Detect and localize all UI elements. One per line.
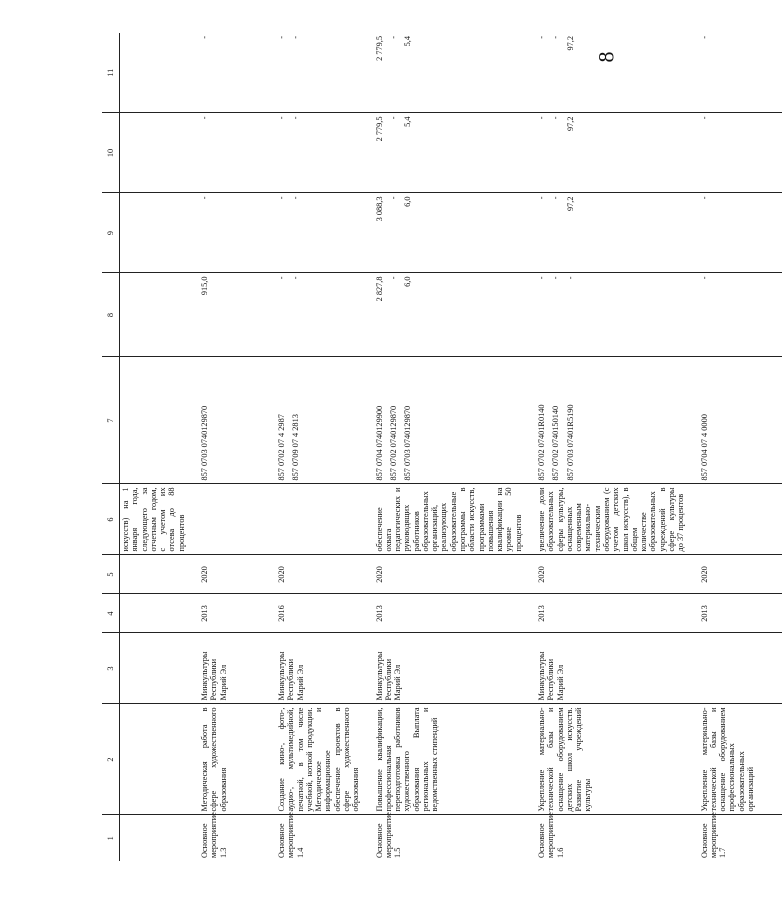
amount-value: - — [551, 116, 561, 120]
end-year-cell: 2020 — [263, 555, 361, 594]
budget-classification-code-cell — [523, 357, 686, 484]
amount-value: 6,0 — [403, 196, 413, 207]
measure-number-cell — [120, 815, 186, 861]
amount-value: - — [199, 36, 209, 39]
column-number-3: 3 — [102, 633, 120, 704]
responsible-executor-cell: Минкультуры Республики Марий Эл — [523, 633, 686, 704]
measure-number-cell: Основное мероприятие 1.7 — [699, 812, 728, 858]
budget-code: 857 0702 0740150140 — [551, 405, 561, 481]
column-number-7: 7 — [102, 357, 120, 484]
amount-value: - — [699, 116, 709, 120]
program-measures-table — [102, 33, 782, 861]
column-number-6: 6 — [102, 484, 120, 555]
table-row — [361, 33, 524, 861]
measure-title-cell: Методическая работа в сфере художественного образования — [186, 704, 263, 815]
amount-col8-cell — [361, 273, 524, 357]
amount-col9-cell — [263, 193, 361, 273]
budget-code: 857 0702 0740129870 — [388, 405, 398, 481]
budget-classification-code-cell — [186, 357, 263, 484]
amount-value: 3 088,3 — [374, 196, 384, 222]
measure-title-cell: Укрепление материально-технической базы и оснащение оборудованием детских школ искусств. Развитие учреждений культуры — [523, 704, 686, 815]
amount-value: 5,4 — [403, 116, 413, 127]
column-number-4: 4 — [102, 594, 120, 633]
table-row — [120, 33, 186, 861]
table-row — [186, 33, 263, 861]
amount-value: 915,0 — [199, 276, 209, 296]
budget-code: 857 0709 07 4 2813 — [291, 414, 301, 481]
amount-col9-cell — [120, 193, 186, 273]
start-year-cell: 2013 — [361, 594, 524, 633]
budget-code: 857 0703 07401R5190 — [565, 404, 575, 481]
column-number-8: 8 — [102, 273, 120, 357]
end-year-cell — [120, 555, 186, 594]
measure-title-cell: Создание кино-, фото-, аудио-, мультимедийной, печатной, в том числе учебной, нотной продукции. Методическое и информационное обеспечение проектов в сфере художественного образования — [263, 704, 361, 815]
amount-value: - — [388, 116, 398, 120]
budget-code: 857 0703 0740129870 — [199, 405, 209, 481]
measure-number-cell: Основное мероприятие 1.4 — [276, 812, 305, 858]
amount-col9-cell — [361, 193, 524, 273]
responsible-executor-cell: Минкультуры Республики Марий Эл — [361, 633, 524, 704]
amount-col10-cell — [120, 113, 186, 193]
amount-value: - — [565, 276, 575, 280]
start-year-cell: 2013 — [523, 594, 686, 633]
amount-value: 97,2 — [565, 36, 575, 51]
amount-value: - — [199, 116, 209, 120]
amount-value: - — [276, 196, 286, 200]
measure-title-cell: Повышение квалификации, профессиональная переподготовка работников художественного образования Выплата региональных и ведомственных стипендий — [361, 704, 524, 815]
amount-col10-cell — [263, 113, 361, 193]
amount-value: - — [291, 276, 301, 280]
budget-code: 857 0703 0740129870 — [403, 405, 413, 481]
amount-col9-cell — [523, 193, 686, 273]
start-year-cell: 2013 — [686, 594, 782, 633]
responsible-executor-cell — [686, 633, 782, 704]
amount-col10-cell — [523, 113, 686, 193]
amount-col11-cell — [361, 33, 524, 113]
expected-result-cell — [263, 484, 361, 555]
amount-value: - — [537, 196, 546, 200]
amount-col9-cell — [686, 193, 782, 273]
measure-number-cell: Основное мероприятие 1.6 — [537, 812, 565, 858]
amount-col11-cell — [186, 33, 263, 113]
start-year-cell: 2016 — [263, 594, 361, 633]
amount-value: - — [276, 36, 286, 39]
expected-result-cell — [686, 484, 782, 555]
measure-title-cell — [120, 704, 186, 815]
budget-classification-code-cell — [361, 357, 524, 484]
amount-value: - — [276, 276, 286, 280]
amount-col8-cell — [120, 273, 186, 357]
amount-value: - — [388, 276, 398, 280]
amount-value: - — [699, 276, 709, 280]
start-year-cell: 2013 — [186, 594, 263, 633]
amount-col9-cell — [186, 193, 263, 273]
amount-value: - — [291, 36, 301, 39]
amount-col10-cell — [186, 113, 263, 193]
table-viewport — [102, 33, 755, 861]
amount-col10-cell — [686, 113, 782, 193]
amount-col8-cell — [686, 273, 782, 357]
amount-value: - — [699, 196, 709, 200]
end-year-cell: 2020 — [523, 555, 686, 594]
table-row — [686, 33, 782, 861]
expected-result-cell — [186, 484, 263, 555]
expected-result-cell: обеспечение охвата педагогических и руководящих работников образовательных организаций, реализующих образовательные программы в области искусств, программами повышения квалификации на уровне 50 процентов — [361, 484, 524, 555]
amount-value: - — [199, 196, 209, 200]
amount-value: - — [537, 276, 546, 280]
end-year-cell: 2020 — [186, 555, 263, 594]
budget-classification-code-cell — [263, 357, 361, 484]
end-year-cell: 2020 — [361, 555, 524, 594]
budget-classification-code-cell — [686, 357, 782, 484]
page-number: 8 — [593, 51, 618, 63]
responsible-executor-cell: Минкультуры Республики Марий Эл — [263, 633, 361, 704]
amount-col11-cell — [120, 33, 186, 113]
expected-result-cell: увеличение доли образовательных сферы культуры, оснащенных современным материально-техническим оборудованием (с учетом детских школ искусств), в общем количестве образовательных учреждений в сфере культуры до 37 процентов — [523, 484, 686, 555]
budget-code: 857 0704 07 4 0000 — [699, 414, 709, 481]
budget-code: 857 0702 07401R0140 — [537, 404, 546, 481]
amount-value: - — [537, 36, 546, 39]
amount-value: 97,2 — [565, 196, 575, 212]
table-row — [523, 33, 686, 861]
amount-value: - — [388, 36, 398, 39]
column-number-9: 9 — [102, 193, 120, 273]
amount-col11-cell — [523, 33, 686, 113]
amount-value: - — [699, 36, 709, 39]
amount-value: - — [551, 36, 561, 39]
amount-col8-cell — [263, 273, 361, 357]
table-row — [263, 33, 361, 861]
column-number-5: 5 — [102, 555, 120, 594]
amount-col11-cell — [686, 33, 782, 113]
amount-value: 2 827,8 — [374, 276, 384, 302]
amount-col8-cell — [523, 273, 686, 357]
responsible-executor-cell: Минкультуры Республики Марий Эл — [186, 633, 263, 704]
amount-value: - — [551, 276, 561, 280]
measure-number-cell: Основное мероприятие 1.5 — [374, 812, 403, 858]
start-year-cell — [120, 594, 186, 633]
amount-col8-cell — [186, 273, 263, 357]
measure-title-cell: Укрепление материально-технической базы и оснащение оборудованием профессиональных образовательных организаций — [686, 704, 782, 815]
column-number-10: 10 — [102, 113, 120, 193]
amount-value: - — [291, 196, 301, 200]
amount-value: 6,0 — [403, 276, 413, 287]
expected-result-cell: искусств) на 1 января года, следующего за отчетным годом, с учетом их отсева до 88 процентов — [120, 484, 186, 555]
amount-value: 2 779,5 — [374, 116, 384, 142]
amount-value: - — [551, 196, 561, 200]
amount-value: - — [388, 196, 398, 200]
measure-number-cell: Основное мероприятие 1.3 — [199, 812, 228, 858]
end-year-cell: 2020 — [686, 555, 782, 594]
amount-col10-cell — [361, 113, 524, 193]
amount-value: - — [291, 116, 301, 120]
budget-classification-code-cell — [120, 357, 186, 484]
amount-value: - — [537, 116, 546, 120]
responsible-executor-cell — [120, 633, 186, 704]
column-number-2: 2 — [102, 704, 120, 815]
budget-code: 857 0702 07 4 2987 — [276, 414, 286, 481]
amount-value: 97,2 — [565, 116, 575, 132]
column-number-1: 1 — [102, 815, 120, 861]
column-number-row — [102, 33, 120, 861]
column-number-11: 11 — [102, 33, 120, 113]
amount-col11-cell — [263, 33, 361, 113]
amount-value: 5,4 — [403, 36, 413, 47]
budget-code: 857 0704 0740129900 — [374, 405, 384, 481]
amount-value: - — [276, 116, 286, 120]
amount-value: 2 779,5 — [374, 36, 384, 61]
